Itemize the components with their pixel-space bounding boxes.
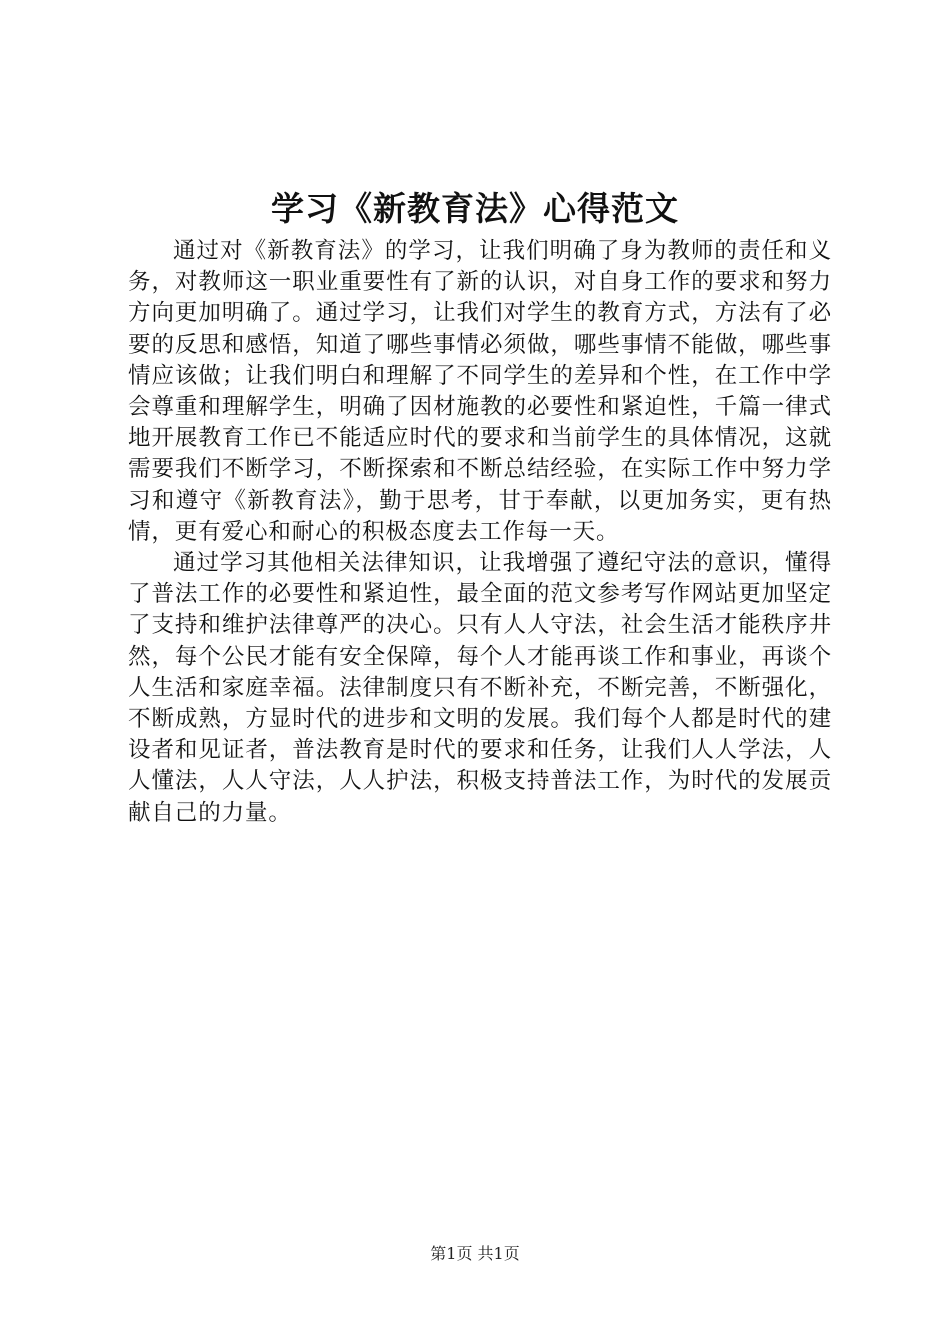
- document-title: 学习《新教育法》心得范文: [271, 189, 679, 228]
- paragraph-1: 通过对《新教育法》的学习，让我们明确了身为教师的责任和义务，对教师这一职业重要性有了新的认识，对自身工作的要求和努力方向更加明确了。通过学习，让我们对学生的教育方式，方法有了必要的反思和感悟，知道了哪些事情必须做，哪些事情不能做，哪些事情应该做；让我们明白和理解了不同学生的差异和个性，在工作中学会尊重和理解学生，明确了因材施教的必要性和紧迫性，千篇一律式地开展教育工作已不能适应时代的要求和当前学生的具体情况，这就需要我们不断学习，不断探索和不断总结经验，在实际工作中努力学习和遵守《新教育法》，勤于思考，甘于奉献，以更加务实，更有热情，更有爱心和耐心的积极态度去工作每一天。: [128, 238, 832, 545]
- document-body: [128, 236, 832, 829]
- page-number-footer: 第1页 共1页: [430, 1244, 520, 1263]
- paragraph-2: 通过学习其他相关法律知识，让我增强了遵纪守法的意识，懂得了普法工作的必要性和紧迫性，最全面的范文参考写作网站更加坚定了支持和维护法律尊严的决心。只有人人守法，社会生活才能秩序井然，每个公民才能有安全保障，每个人才能再谈工作和事业，再谈个人生活和家庭幸福。法律制度只有不断补充，不断完善，不断强化，不断成熟，方显时代的进步和文明的发展。我们每个人都是时代的建设者和见证者，普法教育是时代的要求和任务，让我们人人学法，人人懂法，人人守法，人人护法，积极支持普法工作，为时代的发展贡献自己的力量。: [128, 550, 832, 826]
